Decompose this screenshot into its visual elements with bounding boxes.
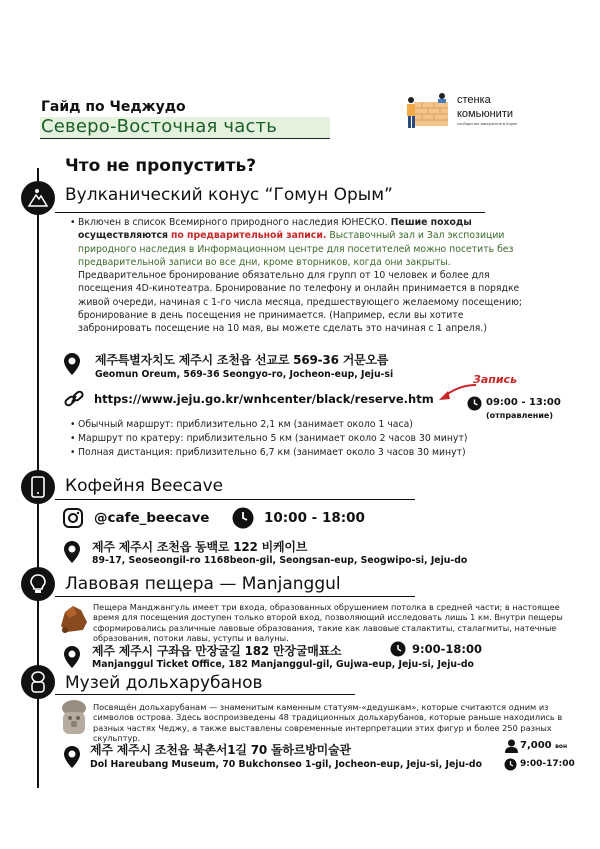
list-item: • Обычный маршрут: приблизительно 2,1 км (занимает около 1 часа) [70, 419, 413, 430]
museum-address-ko: 제주 제주시 조천읍 북촌서1길 70 돌하르방미술관 [90, 743, 351, 757]
cave-address-en: Manjanggul Ticket Office, 182 Manjanggul-gil, Gujwa-eup, Jeju-si, Jeju-do [92, 659, 474, 670]
clock-icon [232, 507, 254, 529]
link-icon [63, 390, 85, 408]
volcano-hiker-icon [21, 181, 55, 215]
location-pin-icon [63, 645, 81, 669]
clock-icon [390, 641, 406, 657]
gomun-hours-note: (отправление) [486, 411, 554, 420]
lava-rocks-icon [59, 600, 89, 634]
reserve-link[interactable]: https://www.jeju.go.kr/wnhcenter/black/reserve.htm [94, 392, 434, 406]
list-item: • Маршрут по кратеру: приблизительно 5 км (занимает около 2 часов 30 минут) [70, 433, 468, 444]
divider [55, 499, 415, 500]
clock-icon [504, 758, 517, 771]
cave-description: Пещера Манджангуль имеет три входа, образованных обрушением потолка в средней части; в настоящее время для посещения доступен только второй вход, позволяющий исследовать лишь 1 км. Внутри пещеры сформировались различные лавовые образования, такие как лавовые сталактиты, сталагмиты, натечные образования, потоки лавы, уступы и валуны. [93, 602, 563, 644]
museum-description: Посвящён дольхарубанам — знаменитым каменным статуям-«дедушкам», которые считаются одним из символов острова. Здесь воспроизведены 48 традиционных дольхарубанов, которые раньше находились в разных частях Чеджу, а также выставлены современные интерпретации этих фигур и более 250 разных скульптур. [93, 702, 563, 744]
stenka-logo [402, 90, 454, 136]
divider [55, 596, 415, 597]
cafe-address-ko: 제주 제주시 조천읍 동백로 122 비케이브 [92, 540, 308, 554]
section-title-cave: Лавовая пещера — Manjanggul [65, 574, 341, 594]
gomun-description: • Включен в список Всемирного природного наследия ЮНЕСКО. Пешие походы осуществляются по предварительной записи. Выставочный зал и Зал экспозиции природного наследия в Информационном центре для посетителей можно посетить без предварительной записи во все дни, кроме вторников, когда они закрыты. Предварительное бронирование обязательно для групп от 10 человек и более для посещения 4D-кинотеатра. Бронирование по телефону и онлайн принимается в порядке живой очереди, начиная с 1-го числа месяца, предшествующего желаемому посещению; бронирование в день посещения не принимается. (Например, если вы хотите забронировать посещение на 10 мая, вы можете сделать это начиная с 1 апреля.) [70, 217, 523, 335]
section-title-museum: Музей дольхарубанов [65, 673, 263, 693]
logo-text: стенка комьюнити [457, 94, 513, 120]
gomun-address-en: Geomun Oreum, 569-36 Seongyo-ro, Jocheon-eup, Jeju-si [95, 369, 394, 380]
dolharubang-statue-icon [58, 698, 90, 738]
museum-price: 7,000 вон [520, 740, 568, 751]
logo-subtitle: сообщество эмигрантов в Корее [457, 121, 518, 126]
cafe-instagram[interactable]: @cafe_beecave [94, 510, 210, 526]
cave-address-ko: 제주 제주시 구좌읍 만장굴길 182 만장굴매표소 [92, 644, 342, 658]
lightbulb-icon [21, 567, 55, 601]
route-list [70, 419, 518, 461]
phone-icon [21, 470, 55, 504]
gomun-address-ko: 제주특별자치도 제주시 조천읍 선교로 569-36 거문오름 [95, 353, 389, 367]
divider [55, 212, 485, 213]
instagram-icon [63, 508, 83, 528]
museum-address-en: Dol Hareubang Museum, 70 Bukchonseo 1-gil, Jocheon-eup, Jeju-si, Jeju-do [90, 759, 482, 770]
museum-hours: 9:00-17:00 [520, 759, 575, 769]
part-title: Северо-Восточная часть [41, 116, 278, 137]
list-item: • Полная дистанция: приблизительно 6,7 км (занимает около 3 часов 30 минут) [70, 447, 466, 458]
section-title-gomun: Вулканический конус “Гомун Орым” [65, 185, 393, 205]
main-question: Что не пропустить? [65, 156, 257, 176]
divider [55, 694, 355, 695]
gomun-hours: 09:00 - 13:00 [486, 397, 561, 408]
cafe-hours: 10:00 - 18:00 [264, 510, 365, 526]
statue-icon [21, 665, 55, 699]
cafe-address-en: 89-17, Seoseongil-ro 1168beon-gil, Seongsan-eup, Seogwipo-si, Jeju-do [92, 555, 468, 566]
person-icon [505, 739, 518, 753]
location-pin-icon [63, 540, 81, 564]
signup-label: Запись [473, 373, 518, 386]
section-title-cafe: Кофейня Beecave [65, 476, 224, 496]
guide-title: Гайд по Чеджудо [41, 99, 186, 115]
location-pin-icon [63, 745, 81, 769]
clock-icon [467, 396, 482, 411]
location-pin-icon [63, 352, 81, 376]
cave-hours: 9:00-18:00 [412, 642, 482, 656]
